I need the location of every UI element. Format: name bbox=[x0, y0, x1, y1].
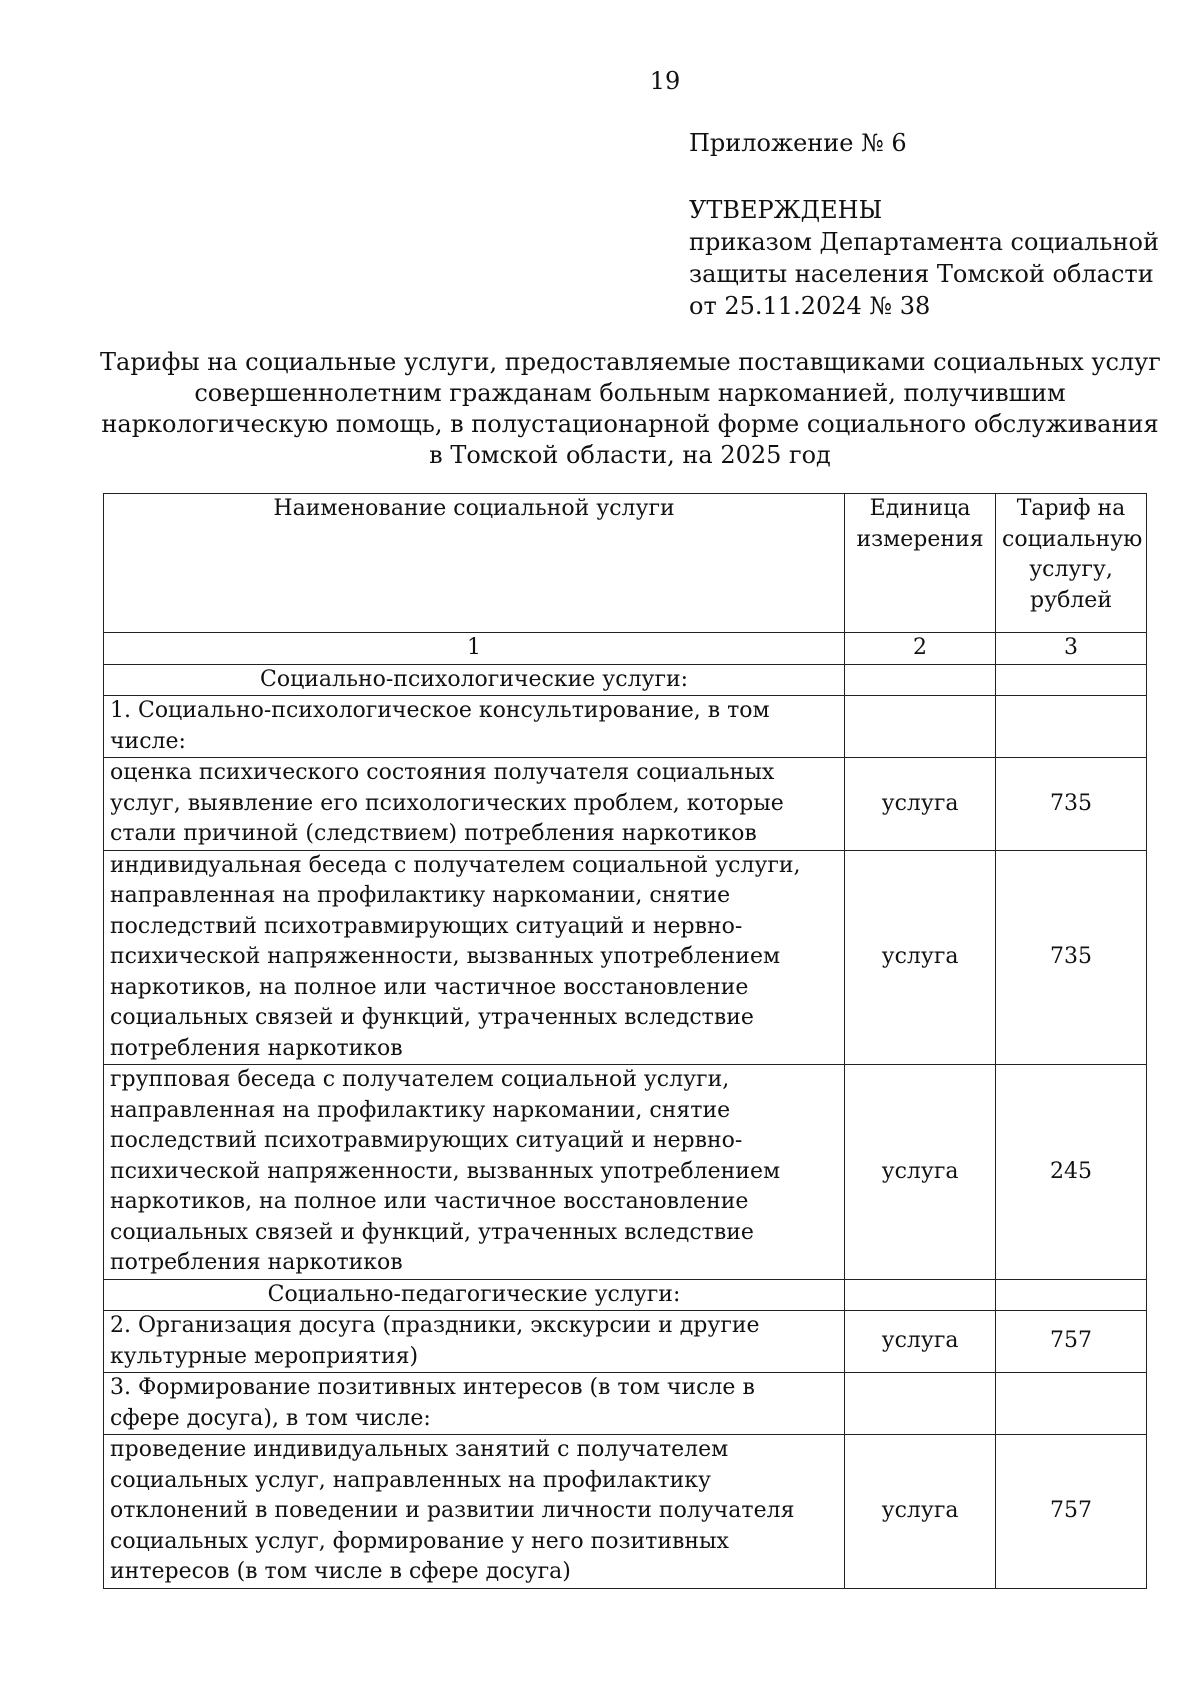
service-name-line: наркотиков, на полное или частичное восстановление bbox=[110, 1189, 749, 1214]
service-name-line: психической напряженности, вызванных употреблением bbox=[110, 1158, 781, 1184]
title-line: в Томской области, на 2025 год bbox=[429, 441, 831, 469]
unit-cell bbox=[845, 696, 996, 758]
table-row bbox=[104, 1373, 1147, 1435]
service-name-line: 2. Организация досуга (праздники, экскурсии и другие bbox=[110, 1313, 760, 1338]
unit-cell: услуга bbox=[845, 1435, 996, 1589]
approval-line: защиты населения Томской области bbox=[689, 260, 1154, 288]
service-name-line: стали причиной (следствием) потребления наркотиков bbox=[110, 821, 757, 846]
service-name-line: 1. Социально-психологическое консультирование, в том bbox=[110, 698, 770, 723]
header-unit bbox=[845, 494, 996, 633]
column-number: 2 bbox=[845, 633, 996, 665]
service-name-line: последствий психотравмирующих ситуаций и нервно- bbox=[110, 913, 743, 939]
section-title: Социально-педагогические услуги: bbox=[104, 1279, 845, 1311]
tariff-cell: 245 bbox=[996, 1065, 1147, 1280]
tariff-cell: 757 bbox=[996, 1311, 1147, 1373]
service-name-line: культурные мероприятия) bbox=[110, 1343, 419, 1369]
service-name-line: оценка психического состояния получателя социальных bbox=[110, 760, 775, 785]
service-name-line: направленная на профилактику наркомании, снятие bbox=[110, 883, 731, 908]
approval-line: от 25.11.2024 № 38 bbox=[689, 292, 931, 320]
section-title: Социально-психологические услуги: bbox=[104, 664, 845, 696]
service-name-line: направленная на профилактику наркомании, снятие bbox=[110, 1097, 731, 1123]
service-name bbox=[104, 1435, 845, 1589]
table-header-row bbox=[104, 494, 1147, 633]
empty-cell bbox=[845, 1279, 996, 1311]
service-name-line: 3. Формирование позитивных интересов (в том числе в bbox=[110, 1375, 755, 1400]
service-name-line: наркотиков, на полное или частичное восстановление bbox=[110, 974, 749, 1000]
header-tariff bbox=[996, 494, 1147, 633]
column-number: 1 bbox=[104, 633, 845, 665]
table-row-section bbox=[104, 1279, 1147, 1311]
title-line: наркологическую помощь, в полустационарной форме социального обслуживания bbox=[101, 410, 1159, 438]
page-number: 19 bbox=[649, 67, 681, 95]
column-number: 3 bbox=[996, 633, 1147, 665]
service-name-line: проведение индивидуальных занятий с получателем bbox=[110, 1437, 729, 1462]
service-name bbox=[104, 696, 845, 758]
tariffs-table bbox=[103, 493, 1147, 1589]
tariff-cell: 757 bbox=[996, 1435, 1147, 1589]
header-tariff-line: услугу, bbox=[1029, 557, 1113, 582]
service-name-line: индивидуальная беседа с получателем социальной услуги, bbox=[110, 852, 801, 878]
tariff-cell: 735 bbox=[996, 850, 1147, 1065]
table-row bbox=[104, 696, 1147, 758]
tariff-cell bbox=[996, 696, 1147, 758]
header-tariff-line: рублей bbox=[1030, 587, 1112, 613]
header-tariff-line: Тариф на bbox=[1016, 496, 1126, 521]
tariff-cell bbox=[996, 1373, 1147, 1435]
service-name-line: потребления наркотиков bbox=[110, 1035, 403, 1061]
service-name-line: сфере досуга), в том числе: bbox=[110, 1405, 431, 1431]
service-name bbox=[104, 1065, 845, 1280]
service-name-line: социальных связей и функций, утраченных вследствие bbox=[110, 1005, 754, 1030]
column-number-row bbox=[104, 633, 1147, 665]
unit-cell: услуга bbox=[845, 1065, 996, 1280]
header-service-name-text: Наименование социальной услуги bbox=[273, 496, 675, 521]
service-name-line: психической напряженности, вызванных употреблением bbox=[110, 944, 781, 969]
approval-line: приказом Департамента социальной bbox=[689, 228, 1159, 256]
title-line: совершеннолетним гражданам больным наркоманией, получившим bbox=[194, 379, 1066, 407]
approval-heading: УТВЕРЖДЕНЫ bbox=[689, 196, 883, 224]
table-row-section bbox=[104, 664, 1147, 696]
service-name bbox=[104, 758, 845, 851]
table-row bbox=[104, 758, 1147, 851]
unit-cell: услуга bbox=[845, 758, 996, 851]
header-unit-line: измерения bbox=[856, 526, 984, 552]
service-name bbox=[104, 850, 845, 1065]
header-service-name bbox=[104, 494, 845, 633]
service-name-line: числе: bbox=[110, 728, 186, 754]
empty-cell bbox=[996, 1279, 1147, 1311]
service-name-line: социальных связей и функций, утраченных вследствие bbox=[110, 1219, 754, 1245]
service-name bbox=[104, 1373, 845, 1435]
title-line: Тарифы на социальные услуги, предоставляемые поставщиками социальных услуг bbox=[100, 348, 1161, 376]
table-row bbox=[104, 1311, 1147, 1373]
empty-cell bbox=[845, 664, 996, 696]
unit-cell: услуга bbox=[845, 1311, 996, 1373]
service-name-line: услуг, выявление его психологических проблем, которые bbox=[110, 790, 784, 816]
table-row bbox=[104, 1435, 1147, 1589]
document-title bbox=[100, 347, 1160, 471]
tariff-cell: 735 bbox=[996, 758, 1147, 851]
appendix-label: Приложение № 6 bbox=[689, 129, 907, 157]
empty-cell bbox=[996, 664, 1147, 696]
table-row bbox=[104, 1065, 1147, 1280]
approval-block bbox=[689, 194, 1159, 322]
header-unit-line: Единица bbox=[869, 496, 971, 521]
unit-cell: услуга bbox=[845, 850, 996, 1065]
service-name bbox=[104, 1311, 845, 1373]
header-tariff-line: социальную bbox=[1002, 526, 1143, 552]
service-name-line: социальных услуг, формирование у него позитивных bbox=[110, 1528, 729, 1554]
service-name-line: интересов (в том числе в сфере досуга) bbox=[110, 1559, 571, 1584]
service-name-line: потребления наркотиков bbox=[110, 1250, 403, 1275]
service-name-line: групповая беседа с получателем социальной услуги, bbox=[110, 1067, 730, 1092]
service-name-line: отклонений в поведении и развитии личности получателя bbox=[110, 1498, 795, 1523]
table-row bbox=[104, 850, 1147, 1065]
unit-cell bbox=[845, 1373, 996, 1435]
service-name-line: последствий психотравмирующих ситуаций и нервно- bbox=[110, 1128, 743, 1153]
service-name-line: социальных услуг, направленных на профилактику bbox=[110, 1467, 711, 1493]
